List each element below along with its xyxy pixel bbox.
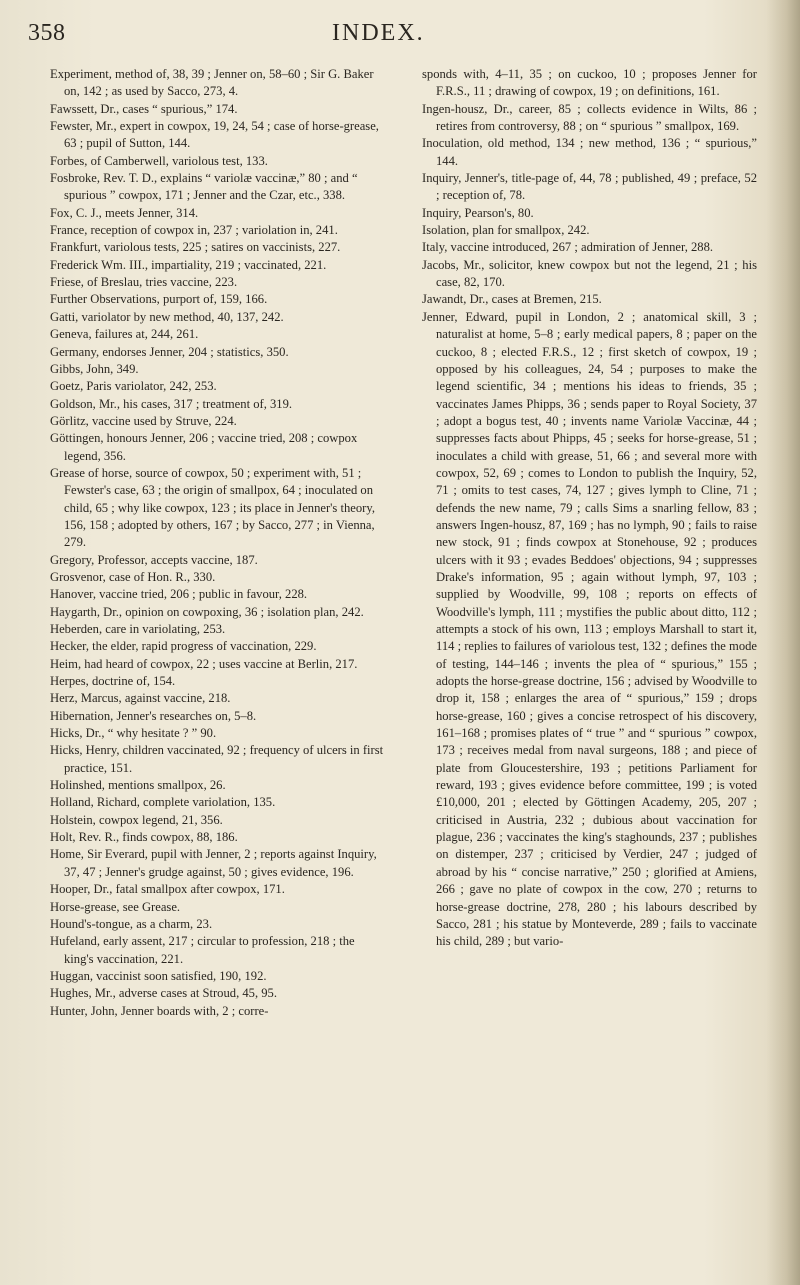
index-entry: Holinshed, mentions smallpox, 26. [50,778,226,793]
index-entry: Frederick Wm. III., impartiality, 219 ; vaccinated, 221. [50,257,327,272]
page-title: INDEX. [332,20,425,46]
page-number: 358 [28,20,66,46]
index-entry: Görlitz, vaccine used by Struve, 224. [50,413,237,428]
index-column-right [422,66,757,951]
index-entry: Germany, endorses Jenner, 204 ; statistics, 350. [50,344,289,359]
index-entry: Hufeland, early assent, 217 ; circular to profession, 218 ; the king's vaccination, 221. [50,934,355,966]
index-entry: Goetz, Paris variolator, 242, 253. [50,379,217,394]
index-entry: Hughes, Mr., adverse cases at Stroud, 45, 95. [50,986,277,1001]
index-entry: Huggan, vaccinist soon satisfied, 190, 192. [50,968,267,983]
index-entry: Hicks, Dr., “ why hesitate ? ” 90. [50,726,217,741]
index-entry: Frankfurt, variolous tests, 225 ; satires on vaccinists, 227. [50,240,341,255]
index-entry: Hicks, Henry, children vaccinated, 92 ; frequency of ulcers in first practice, 151. [50,743,384,775]
index-entry: Forbes, of Camberwell, variolous test, 133. [50,153,268,168]
index-entry: Ingen-housz, Dr., career, 85 ; collects evidence in Wilts, 86 ; retires from controversy, 88 ; on “ spurious ” smallpox, 169. [422,101,757,134]
index-entry: Gibbs, John, 349. [50,361,139,376]
index-entry: Grease of horse, source of cowpox, 50 ; experiment with, 51 ; Fewster's case, 63 ; the origin of smallpox, 64 ; inoculated on child, 65 ; why like cowpox, 123 ; its place in Jenner's theory, 156, 158 ; adopted by others, 167 ; by Sacco, 277 ; in Vienna, 279. [50,465,375,550]
index-entry: Holstein, cowpox legend, 21, 356. [50,812,223,827]
index-entry: Hooper, Dr., fatal smallpox after cowpox, 171. [50,882,285,897]
page-edge-shadow [766,0,800,1285]
index-entry: Hibernation, Jenner's researches on, 5–8. [50,708,257,723]
index-entry: Inquiry, Pearson's, 80. [422,205,534,220]
index-entry: Fawssett, Dr., cases “ spurious,” 174. [50,101,238,116]
page-header [0,14,800,54]
index-entry: Jawandt, Dr., cases at Bremen, 215. [422,292,602,307]
index-entry: Experiment, method of, 38, 39 ; Jenner on, 58–60 ; Sir G. Baker on, 142 ; as used by Sacco, 273, 4. [50,67,374,99]
index-column-left [50,66,387,1020]
index-entry: Italy, vaccine introduced, 267 ; admiration of Jenner, 288. [422,240,714,255]
index-entry: Göttingen, honours Jenner, 206 ; vaccine tried, 208 ; cowpox legend, 356. [50,431,358,463]
index-entry: Heberden, care in variolating, 253. [50,622,226,636]
index-entry: sponds with, 4–11, 35 ; on cuckoo, 10 ; proposes Jenner for F.R.S., 11 ; drawing of cowpox, 19 ; on definitions, 161. [422,67,757,99]
index-entry: Home, Sir Everard, pupil with Jenner, 2 ; reports against Inquiry, 37, 47 ; Jenner's grudge against, 50 ; gives evidence, 196. [50,847,377,879]
index-entry: Gatti, variolator by new method, 40, 137, 242. [50,309,284,324]
index-entry: Holland, Richard, complete variolation, 135. [50,795,276,810]
index-entry: Inquiry, Jenner's, title-page of, 44, 78 ; published, 49 ; preface, 52 ; reception of, 78. [422,171,757,203]
index-entry: Gregory, Professor, accepts vaccine, 187. [50,552,258,567]
index-entry: Geneva, failures at, 244, 261. [50,327,199,342]
index-entry: Goldson, Mr., his cases, 317 ; treatment of, 319. [50,396,293,411]
index-entry: Holt, Rev. R., finds cowpox, 88, 186. [50,830,238,845]
index-entry: Haygarth, Dr., opinion on cowpoxing, 36 ; isolation plan, 242. [50,604,364,619]
index-entry: France, reception of cowpox in, 237 ; variolation in, 241. [50,223,338,238]
index-entry: Hanover, vaccine tried, 206 ; public in favour, 228. [50,587,308,602]
index-entry: Isolation, plan for smallpox, 242. [422,223,590,238]
index-entry: Inoculation, old method, 134 ; new method, 136 ; “ spurious,” 144. [422,136,757,168]
index-entry: Friese, of Breslau, tries vaccine, 223. [50,275,238,290]
index-entry: Jacobs, Mr., solicitor, knew cowpox but not the legend, 21 ; his case, 82, 170. [422,257,757,290]
index-entry: Fosbroke, Rev. T. D., explains “ variolæ vaccinæ,” 80 ; and “ spurious ” cowpox, 171 ; Jenner and the Czar, etc., 338. [50,171,358,203]
index-entry: Fox, C. J., meets Jenner, 314. [50,205,199,220]
index-entry: Hound's-tongue, as a charm, 23. [50,916,213,931]
index-entry: Fewster, Mr., expert in cowpox, 19, 24, 54 ; case of horse-grease, 63 ; pupil of Sutton, 144. [50,119,379,151]
index-entry: Hecker, the elder, rapid progress of vaccination, 229. [50,639,317,654]
index-entry: Herz, Marcus, against vaccine, 218. [50,691,231,706]
index-entry: Further Observations, purport of, 159, 166. [50,292,268,307]
index-entry: Hunter, John, Jenner boards with, 2 ; corre- [50,1003,269,1018]
index-entry: Jenner, Edward, pupil in London, 2 ; anatomical skill, 3 ; naturalist at home, 5–8 ; early medical papers, 8 ; paper on the cuckoo, 8 ; elected F.R.S., 12 ; first sketch of cowpox, 19 ; opposed by his colleagues, 24, 54 ; purposes to make the legend scientific, 34 ; mentions his ideas to friends, 35 ; vaccinates James Phipps, 36 ; sends paper to Royal Society, 37 ; adopt a bogus test, 40 ; invents name Variolæ Vaccinæ, 44 ; suppresses facts about Phipps, 45 ; seeks for horse-grease, 51 ; inoculates a child with grease, 51, 66 ; and several more with cowpox, 52, 69 ; comes to London to publish the Inquiry, 52, 71 ; omits to test cases, 74, 127 ; gives lymph to Cline, 71 ; defends the new name, 79 ; calls Sims a snarling fellow, 83 ; answers Ingen-housz, 87, 169 ; has no lymph, 90 ; fails to raise new stock, 91 ; finds cowpox at Stonehouse, 92 ; produces ulcers with it 93 ; evades Beddoes' objections, 94 ; suppresses Drake's information, 95 ; again without lymph, 97, 103 ; supplied by Woodville, 99, 108 ; reports on effects of Woodville's lymph, 111 ; mystifies the public about ditto, 112 ; attempts a stock of his own, 113 ; employs Marshall to start it, 114 ; replies to failures of variolous test, 132 ; defines the mode of testing, 144–146 ; invents the plea of “ spurious,” 155 ; adopts the horse-grease doctrine, 156 ; advised by Woodville to drop it, 158 ; enlarges the area of “ spurious,” 159 ; drops horse-grease, 160 ; gives a concise retrospect of his discovery, 161–168 ; promises plates of “ true ” and “ spurious ” cowpox, 173 ; receives medal from naval surgeons, 188 ; and piece of plate from Gloucestershire, 193 ; petitions Parliament for reward, 193 ; gives evidence before committee, 199 ; is voted £10,000, 201 ; elected by Göttingen Academy, 205, 207 ; criticised in Austria, 232 ; dubious about vaccination for plague, 236 ; vaccinates the king's staghounds, 237 ; publishes on distemper, 237 ; criticised by Verdier, 247 ; judged of abroad by his “ concise narrative,” 250 ; glorified at Amiens, 266 ; gave no plate of cowpox in the cow, 270 ; returns to horse-grease doctrine, 278, 280 ; his labours described by Sacco, 281 ; his statue by Monteverde, 289 ; fails to vaccinate his child, 289 ; but vario- [422,309,757,949]
index-entry: Grosvenor, case of Hon. R., 330. [50,569,216,584]
index-entry: Horse-grease, see Grease. [50,899,181,914]
index-entry: Heim, had heard of cowpox, 22 ; uses vaccine at Berlin, 217. [50,656,358,671]
index-entry: Herpes, doctrine of, 154. [50,674,176,689]
